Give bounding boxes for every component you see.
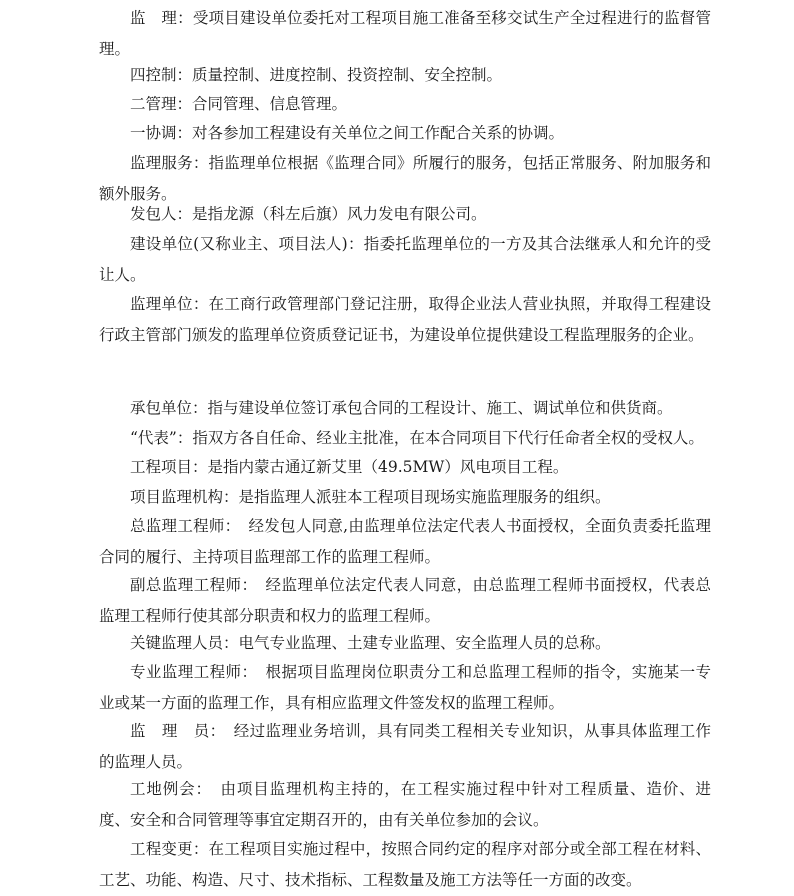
- paragraph-specialty-supervisor: 专业监理工程师： 根据项目监理岗位职责分工和总监理工程师的指令，实施某一专业或某一方面的监理工作，具有相应监理文件签发权的监理工程师。: [99, 663, 711, 712]
- paragraph-engineering-change: 工程变更：在工程项目实施过程中，按照合同约定的程序对部分或全部工程在材料、工艺、功能、构造、尺寸、技术指标、工程数量及施工方法等任一方面的改变。: [99, 840, 711, 889]
- paragraph-supervision-unit: 监理单位：在工商行政管理部门登记注册，取得企业法人营业执照，并取得工程建设行政主管部门颁发的监理单位资质登记证书，为建设单位提供建设工程监理服务的企业。: [99, 295, 711, 344]
- paragraph-supervisor-staff: 监 理 员： 经过监理业务培训，具有同类工程相关专业知识，从事具体监理工作的监理人员。: [99, 722, 711, 771]
- paragraph-project-supervision-org: 项目监理机构：是指监理人派驻本工程项目现场实施监理服务的组织。: [130, 488, 611, 506]
- paragraph-key-personnel: 关键监理人员：电气专业监理、土建专业监理、安全监理人员的总称。: [130, 634, 611, 652]
- paragraph-supervision: 监 理：受项目建设单位委托对工程项目施工准备至移交试生产全过程进行的监督管理。: [99, 9, 711, 58]
- paragraph-contractor: 承包单位：指与建设单位签订承包合同的工程设计、施工、调试单位和供货商。: [130, 399, 673, 417]
- paragraph-supervision-service: 监理服务：指监理单位根据《监理合同》所履行的服务，包括正常服务、附加服务和额外服务。: [99, 154, 711, 203]
- paragraph-employer: 发包人：是指龙源（科左后旗）风力发电有限公司。: [130, 205, 487, 223]
- paragraph-project: 工程项目：是指内蒙古通辽新艾里（49.5MW）风电项目工程。: [130, 458, 569, 476]
- paragraph-representative: “代表”：指双方各自任命、经业主批准，在本合同项目下代行任命者全权的受权人。: [130, 429, 704, 447]
- paragraph-construction-unit: 建设单位(又称业主、项目法人)：指委托监理单位的一方及其合法继承人和允许的受让人。: [99, 235, 711, 284]
- paragraph-four-controls: 四控制：质量控制、进度控制、投资控制、安全控制。: [130, 66, 503, 84]
- paragraph-deputy-chief-supervisor: 副总监理工程师： 经监理单位法定代表人同意，由总监理工程师书面授权，代表总监理工程师行使其部分职责和权力的监理工程师。: [99, 576, 711, 625]
- paragraph-chief-supervisor: 总监理工程师： 经发包人同意,由监理单位法定代表人书面授权，全面负责委托监理合同的履行、主持项目监理部工作的监理工程师。: [99, 517, 711, 566]
- paragraph-one-coordination: 一协调：对各参加工程建设有关单位之间工作配合关系的协调。: [130, 124, 565, 142]
- paragraph-two-managements: 二管理：合同管理、信息管理。: [130, 95, 348, 113]
- paragraph-site-meeting: 工地例会： 由项目监理机构主持的，在工程实施过程中针对工程质量、造价、进度、安全和合同管理等事宜定期召开的，由有关单位参加的会议。: [99, 780, 711, 829]
